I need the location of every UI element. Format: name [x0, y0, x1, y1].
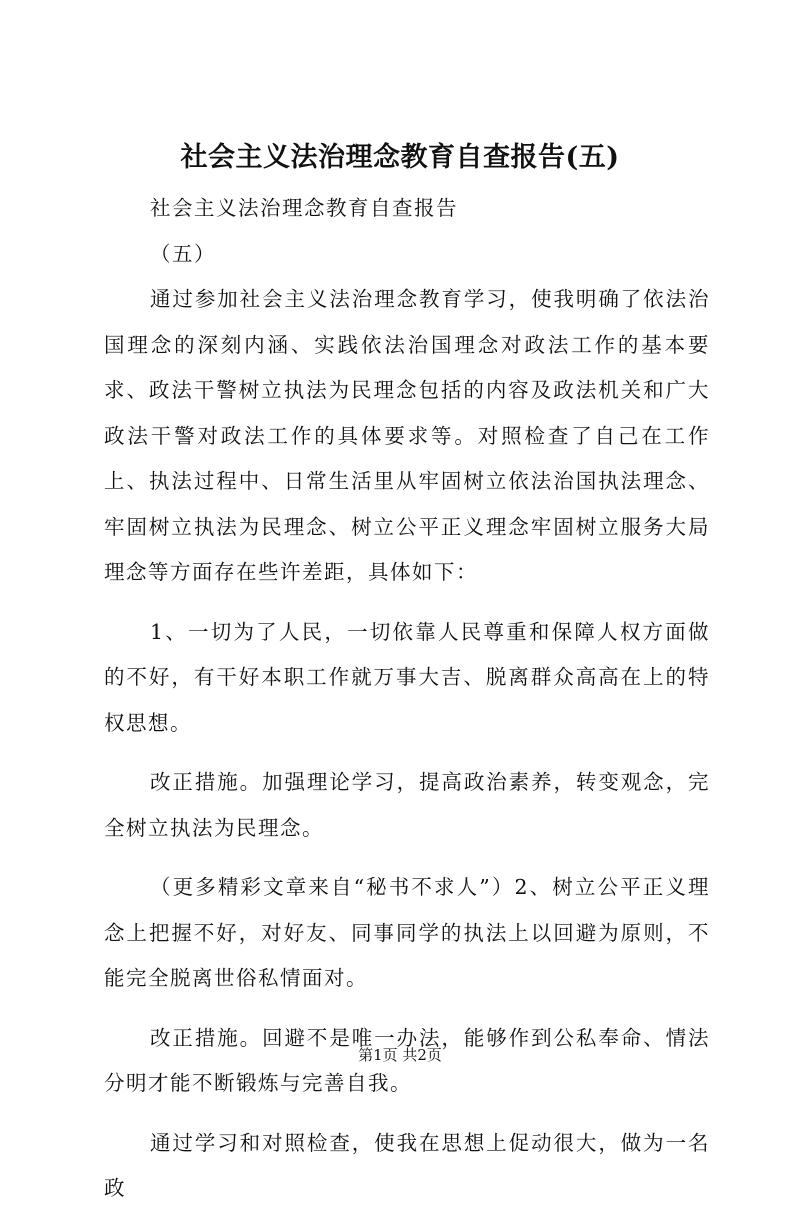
document-title: 社会主义法治理念教育自查报告(五): [180, 142, 620, 173]
subtitle-paragraph: 社会主义法治理念教育自查报告: [150, 196, 458, 220]
issue-two-paragraph: （更多精彩文章来自“秘书不求人”）2、树立公平正义理念上把握不好，对好友、同事同学的执法上以回避为原则，不能完全脱离世俗私情面对。: [104, 875, 710, 990]
remedy-two-paragraph: 改正措施。回避不是唯一办法，能够作到公私奉命、情法分明才能不断锻炼与完善自我。: [104, 1025, 710, 1095]
section-number-paragraph: （五）: [150, 241, 216, 266]
conclusion-paragraph: 通过学习和对照检查，使我在思想上促动很大，做为一名政: [104, 1130, 710, 1200]
page-footer: 第1页 共2页: [358, 1046, 442, 1064]
remedy-one-paragraph: 改正措施。加强理论学习，提高政治素养，转变观念，完全树立执法为民理念。: [104, 770, 710, 840]
intro-paragraph: 通过参加社会主义法治理念教育学习，使我明确了依法治国理念的深刻内涵、实践依法治国理念对政法工作的基本要求、政法干警树立执法为民理念包括的内容及政法机关和广大政法干警对政法工作的具体要求等。对照检查了自己在工作上、执法过程中、日常生活里从牢固树立依法治国执法理念、牢固树立执法为民理念、树立公平正义理念牢固树立服务大局理念等方面存在些许差距，具体如下：: [104, 287, 710, 584]
issue-one-paragraph: 1、一切为了人民，一切依靠人民尊重和保障人权方面做的不好，有干好本职工作就万事大吉、脱离群众高高在上的特权思想。: [104, 619, 710, 735]
